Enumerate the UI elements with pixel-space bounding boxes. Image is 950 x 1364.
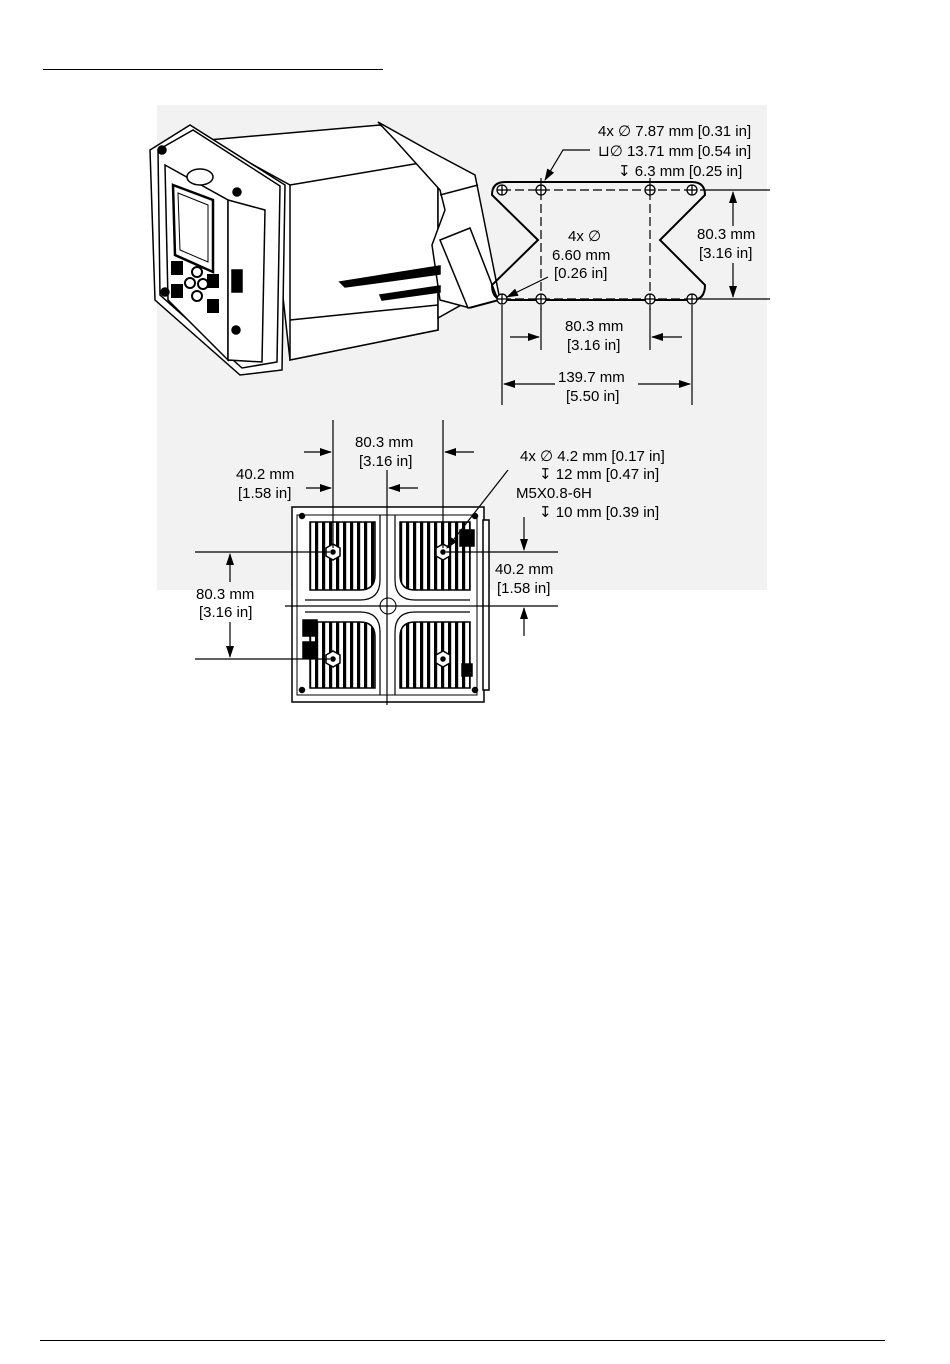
- horizontal-spacing-mm: 80.3 mm: [565, 318, 624, 335]
- thread-callout-line4: ↧ 10 mm [0.39 in]: [539, 504, 660, 521]
- corner-hole-callout-line1: 4x ∅: [568, 228, 602, 245]
- corner-hole: [687, 185, 697, 195]
- controller-isometric-view: [150, 122, 500, 375]
- rear-top-spacing-in: [3.16 in]: [359, 453, 413, 470]
- overall-width-mm: 139.7 mm: [558, 369, 625, 386]
- footer-rule: [40, 1340, 885, 1341]
- corner-hole-callout-line3: [0.26 in]: [554, 265, 608, 282]
- thread-callout-line2: ↧ 12 mm [0.47 in]: [539, 466, 660, 483]
- corner-hole: [497, 294, 507, 304]
- rear-left-offset-mm: 40.2 mm: [236, 466, 295, 483]
- rear-view-housing: [292, 507, 489, 702]
- rear-top-spacing-mm: 80.3 mm: [355, 434, 414, 451]
- vertical-spacing-mm: 80.3 mm: [697, 226, 756, 243]
- mounting-hole-callout-line3: ↧ 6.3 mm [0.25 in]: [618, 163, 743, 180]
- rear-right-offset-in: [1.58 in]: [497, 580, 551, 597]
- rear-left-spacing-mm: 80.3 mm: [196, 586, 255, 603]
- mounting-hole: [536, 294, 546, 304]
- overall-width-in: [5.50 in]: [566, 388, 620, 405]
- rear-left-spacing-in: [3.16 in]: [199, 604, 253, 621]
- rear-right-offset-mm: 40.2 mm: [495, 561, 554, 578]
- mounting-hole-leader: [545, 150, 590, 180]
- thread-callout-line3: M5X0.8-6H: [516, 485, 592, 502]
- corner-hole: [687, 294, 697, 304]
- mounting-hole-callout-line1: 4x ∅ 7.87 mm [0.31 in]: [598, 123, 752, 140]
- mounting-hole: [536, 185, 546, 195]
- horizontal-spacing-in: [3.16 in]: [567, 337, 621, 354]
- mounting-hole: [645, 185, 655, 195]
- mounting-hole-callout-line2: ⊔∅ 13.71 mm [0.54 in]: [598, 143, 752, 160]
- rear-left-offset-in: [1.58 in]: [238, 485, 292, 502]
- vertical-spacing-in: [3.16 in]: [699, 245, 753, 262]
- corner-hole-callout-line2: 6.60 mm: [552, 247, 611, 264]
- thread-callout-line1: 4x ∅ 4.2 mm [0.17 in]: [520, 448, 665, 465]
- corner-hole: [497, 185, 507, 195]
- mounting-hole: [645, 294, 655, 304]
